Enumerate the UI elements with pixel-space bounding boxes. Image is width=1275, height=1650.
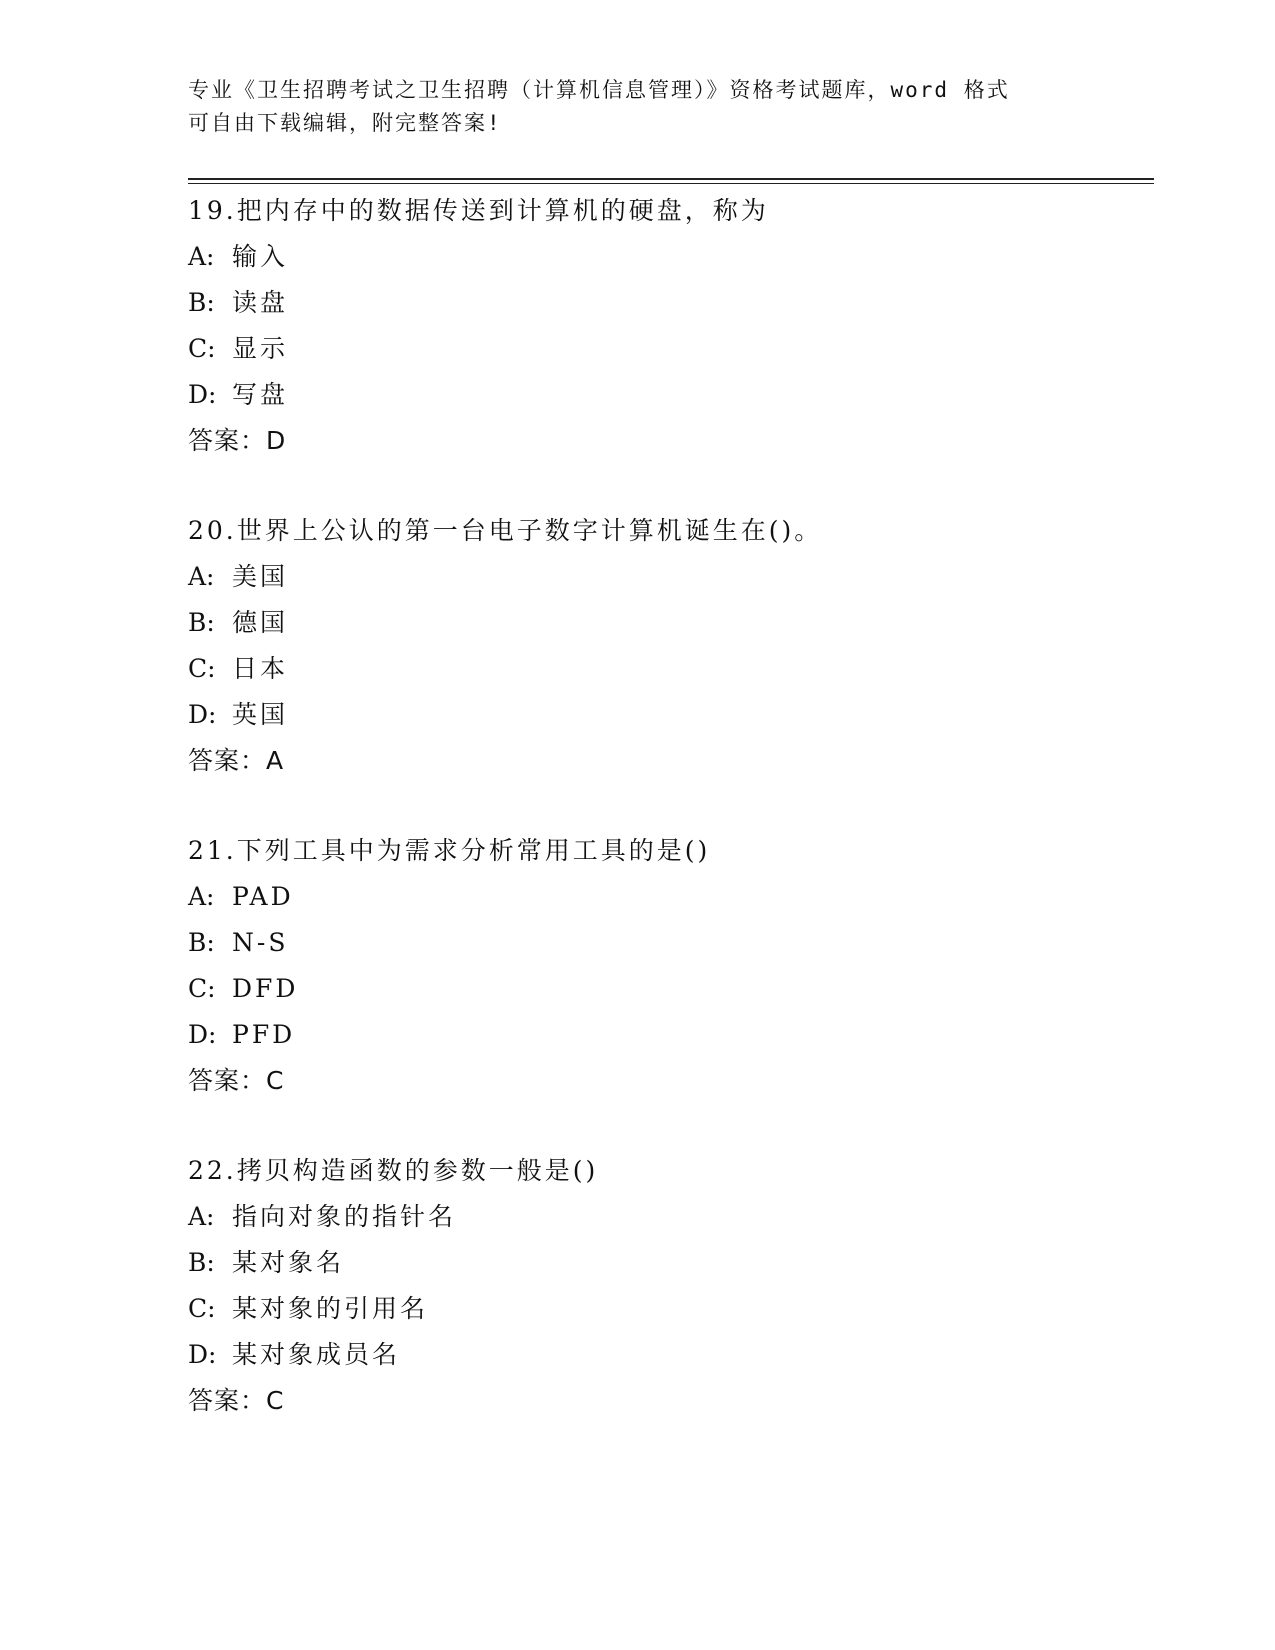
option-text: DFD (232, 974, 299, 1003)
option-c (188, 1286, 1154, 1332)
option-text: 读盘 (232, 288, 289, 317)
question-20 (188, 508, 1154, 828)
question-21 (188, 828, 1154, 1148)
header-line-1: 专业《卫生招聘考试之卫生招聘（计算机信息管理）》资格考试题库，word 格式 (188, 78, 1010, 102)
header-divider (188, 178, 1154, 184)
option-label: C: (188, 334, 216, 363)
answer: 答案：C (188, 1386, 285, 1415)
option-text: 日本 (232, 654, 289, 683)
option-label: D: (188, 380, 217, 409)
option-text: PFD (232, 1020, 296, 1049)
option-a (188, 1194, 1154, 1240)
document-header (188, 74, 1088, 140)
question-stem: 22.拷贝构造函数的参数一般是() (188, 1156, 599, 1185)
option-text: 美国 (232, 562, 289, 591)
option-d (188, 372, 1154, 418)
option-text: 显示 (232, 334, 289, 363)
option-label: B: (188, 608, 215, 637)
option-label: B: (188, 928, 215, 957)
option-label: B: (188, 288, 215, 317)
option-a (188, 554, 1154, 600)
option-label: B: (188, 1248, 215, 1277)
option-text: 某对象名 (232, 1248, 345, 1277)
option-a (188, 234, 1154, 280)
option-text: 输入 (232, 242, 289, 271)
option-text: 写盘 (232, 380, 289, 409)
option-text: 指向对象的指针名 (232, 1202, 457, 1231)
option-b (188, 280, 1154, 326)
option-text: 德国 (232, 608, 289, 637)
option-label: A: (188, 882, 215, 911)
option-label: D: (188, 1020, 217, 1049)
question-stem: 21.下列工具中为需求分析常用工具的是() (188, 836, 711, 865)
option-d (188, 1332, 1154, 1378)
option-label: C: (188, 1294, 216, 1323)
option-d (188, 1012, 1154, 1058)
option-c (188, 966, 1154, 1012)
option-text: 某对象的引用名 (232, 1294, 429, 1323)
option-label: C: (188, 654, 216, 683)
option-label: A: (188, 562, 215, 591)
answer: 答案：C (188, 1066, 285, 1095)
option-b (188, 600, 1154, 646)
option-label: A: (188, 242, 215, 271)
option-c (188, 646, 1154, 692)
option-text: 某对象成员名 (232, 1340, 401, 1369)
question-19 (188, 188, 1154, 508)
question-stem: 20.世界上公认的第一台电子数字计算机诞生在()。 (188, 516, 823, 545)
question-stem: 19.把内存中的数据传送到计算机的硬盘，称为 (188, 196, 769, 225)
option-text: PAD (232, 882, 294, 911)
option-label: A: (188, 1202, 215, 1231)
question-22 (188, 1148, 1154, 1468)
option-b (188, 920, 1154, 966)
option-c (188, 326, 1154, 372)
answer: 答案：A (188, 746, 285, 775)
option-label: D: (188, 700, 217, 729)
option-a (188, 874, 1154, 920)
answer: 答案：D (188, 426, 287, 455)
option-d (188, 692, 1154, 738)
header-line-2: 可自由下载编辑，附完整答案! (188, 111, 502, 135)
option-b (188, 1240, 1154, 1286)
option-label: D: (188, 1340, 217, 1369)
option-label: C: (188, 974, 216, 1003)
question-list (188, 188, 1154, 1468)
option-text: N-S (232, 928, 289, 957)
option-text: 英国 (232, 700, 289, 729)
